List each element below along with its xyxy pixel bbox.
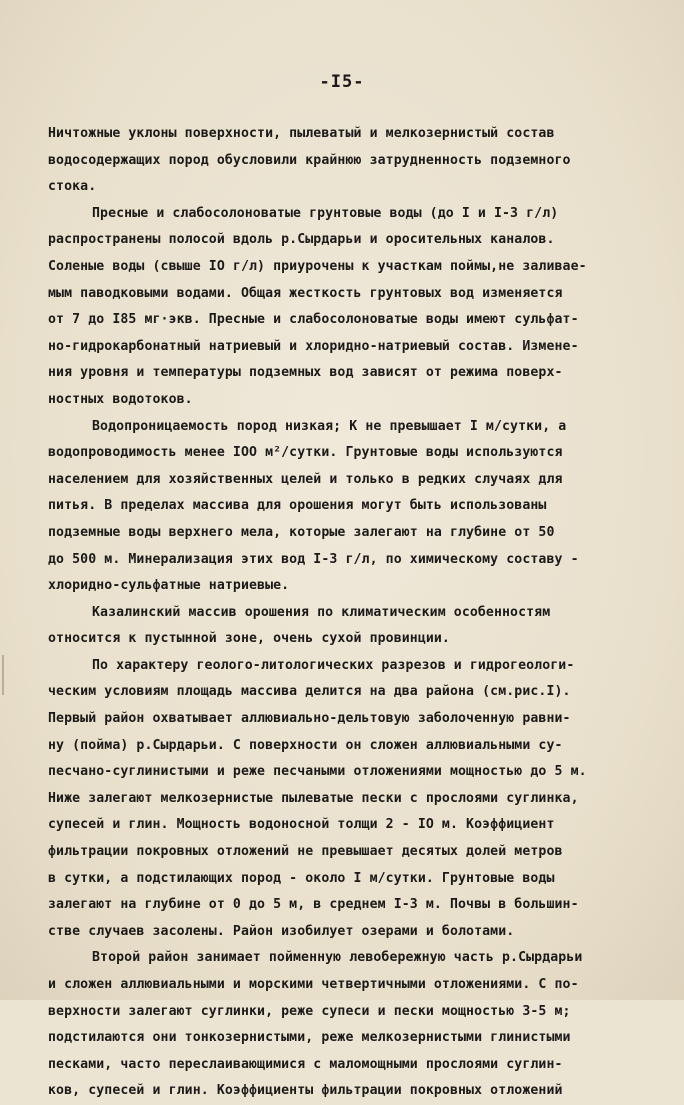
- text-line: Первый район охватывает аллювиально-дельтовую заболоченную равни-: [48, 711, 571, 727]
- text-line: Пресные и слабосолоноватые грунтовые воды (до I и I-3 г/л): [92, 205, 559, 221]
- text-line: в сутки, а подстилающих пород - около I м/сутки. Грунтовые воды: [48, 870, 555, 886]
- text-line: ния уровня и температуры подземных вод зависят от режима поверх-: [48, 365, 563, 381]
- text-line: Ниже залегают мелкозернистые пылеватые пески с прослоями суглинка,: [48, 790, 579, 806]
- text-line: ков, супесей и глин. Коэффициенты фильтрации покровных отложений: [48, 1083, 563, 1099]
- text-line: относится к пустынной зоне, очень сухой провинции.: [48, 631, 450, 647]
- body-text: [48, 121, 646, 1105]
- text-line: от 7 до I85 мг·экв. Пресные и слабосолоноватые воды имеют сульфат-: [48, 312, 579, 328]
- text-line: фильтрации покровных отложений не превышает десятых долей метров: [48, 844, 563, 860]
- page-number: -I5-: [319, 72, 365, 92]
- text-line: питья. В пределах массива для орошения могут быть использованы: [48, 498, 547, 514]
- text-line: Соленые воды (свыше IO г/л) приурочены к участкам поймы,не заливае-: [48, 258, 587, 274]
- text-line: Казалинский массив орошения по климатическим особенностям: [92, 604, 551, 620]
- text-line: супесей и глин. Мощность водоносной толщи 2 - IO м. Коэффициент: [48, 817, 555, 833]
- text-line: Водопроницаемость пород низкая; К не превышает I м/сутки, а: [92, 418, 567, 434]
- text-line: песками, часто переслаивающимися с маломощными прослоями суглин-: [48, 1056, 563, 1072]
- text-line: ческим условиям площадь массива делится на два района (см.рис.I).: [48, 684, 571, 700]
- text-line: подстилаются они тонкозернистыми, реже мелкозернистыми глинистыми: [48, 1030, 571, 1046]
- text-line: водопроводимость менее IOO м²/сутки. Грунтовые воды используются: [48, 445, 563, 461]
- paper-edge-mark: [2, 655, 8, 695]
- text-line: распространены полосой вдоль р.Сырдарьи и оросительных каналов.: [48, 232, 555, 248]
- text-line: По характеру геолого-литологических разрезов и гидрогеологи-: [92, 657, 575, 673]
- text-line: верхности залегают суглинки, реже супеси и пески мощностью 3-5 м;: [48, 1003, 571, 1019]
- text-line: стве случаев засолены. Район изобилует озерами и болотами.: [48, 923, 515, 939]
- text-line: до 500 м. Минерализация этих вод I-3 г/л, по химическому составу -: [48, 551, 579, 567]
- text-line: подземные воды верхнего мела, которые залегают на глубине от 50: [48, 524, 555, 540]
- text-line: ну (пойма) р.Сырдарьи. С поверхности он сложен аллювиальными су-: [48, 737, 563, 753]
- text-line: водосодержащих пород обусловили крайнюю затрудненность подземного: [48, 152, 571, 168]
- text-line: Ничтожные уклоны поверхности, пылеватый и мелкозернистый состав: [48, 126, 555, 141]
- text-line: песчано-суглинистыми и реже песчаными отложениями мощностью до 5 м.: [48, 764, 587, 780]
- text-line: но-гидрокарбонатный натриевый и хлоридно-натриевый состав. Измене-: [48, 338, 579, 354]
- text-line: и сложен аллювиальными и морскими четвертичными отложениями. С по-: [48, 977, 579, 992]
- text-line: стока.: [48, 179, 97, 195]
- text-line: хлоридно-сульфатные натриевые.: [48, 578, 290, 594]
- text-line: залегают на глубине от 0 до 5 м, в среднем I-3 м. Почвы в большин-: [48, 897, 579, 913]
- text-line: ностных водотоков.: [48, 391, 193, 407]
- text-line: Второй район занимает пойменную левобережную часть р.Сырдарьи: [92, 950, 583, 966]
- text-line: населением для хозяйственных целей и только в редких случаях для: [48, 471, 563, 487]
- text-line: мым паводковыми водами. Общая жесткость грунтовых вод изменяется: [48, 285, 563, 301]
